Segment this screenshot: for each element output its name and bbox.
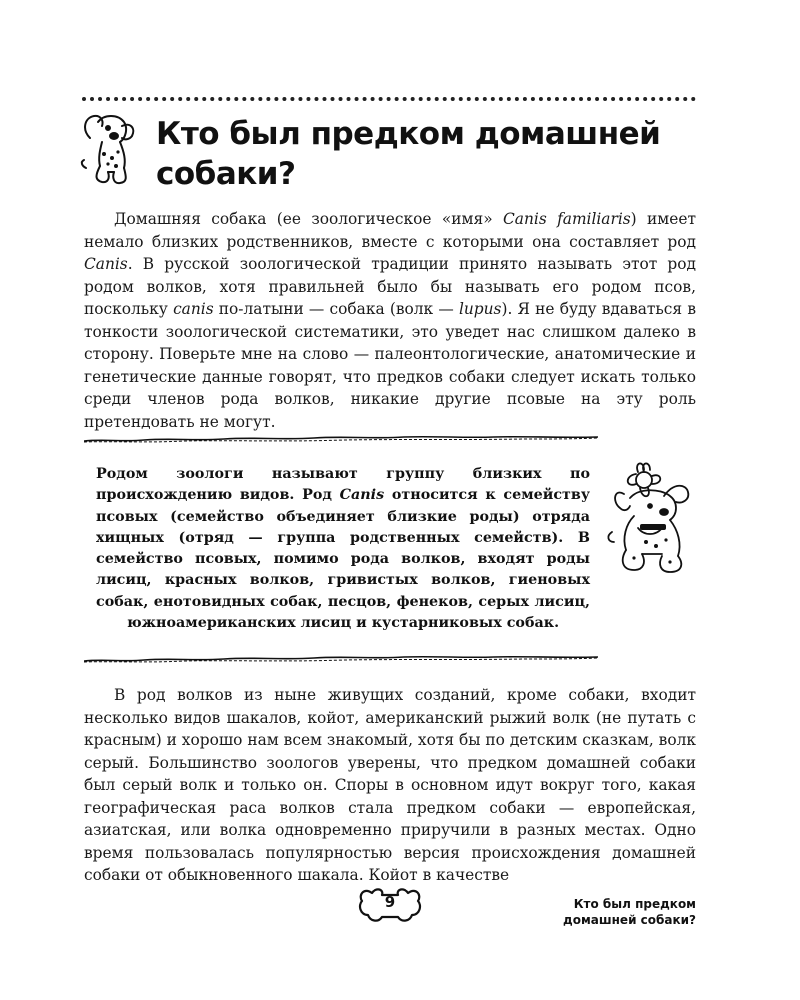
dog-with-flower-icon [604,458,696,576]
body-paragraph-1 [84,208,696,433]
dog-icon [78,108,140,188]
running-footer [520,896,696,928]
body-paragraph-2 [84,684,696,887]
body-paragraph-2-text: В род волков из ныне живущих созданий, кроме собаки, входит несколько видов шакалов, койот, американский рыжий волк (не путать с красным) и хорошо нам всем знакомый, хотя бы по детским сказкам, волк серый. Большинство зоологов уверены, что предком домашней собаки был серый волк и только он. Споры в основном идут вокруг того, какая географическая раса волков стала предком собаки — европейская, азиатская, или волка одновременно приручили в разных местах. Одно время пользовалась популярностью версия происхождения домашней собаки от обыкновенного шакала. Койот в качестве [84,686,696,884]
wavy-divider-bottom [84,652,598,664]
chapter-title: Кто был предком домашней собаки? [156,116,661,192]
dotted-divider [82,97,696,101]
page-number: 9 [384,893,396,911]
body-paragraph-1-text: Домашняя собака (ее зоологическое «имя» Canis familiaris) имеет немало близких родственников, вместе с которыми она составляет род Canis. В русской зоологической традиции принято называть этот род родом волков, хотя правильней было бы называть его родом псов, поскольку canis по-латыни — собака (волк — lupus). Я не буду вдаваться в тонкости зоологической систематики, это уведет нас слишком далеко в сторону. Поверьте мне на слово — палеонтологические, анатомические и генетические данные говорят, что предков собаки следует искать только среди членов рода волков, никакие другие псовые на эту роль претендовать не могут. [84,210,696,431]
callout-note [96,464,590,634]
callout-text: Родом зоологи называют группу близких по происхождению видов. Род Canis относится к семейству псовых (семейство объединяет близкие роды) отряда хищных (отряд — группа родственных семейств). В семейство псовых, помимо рода волков, входят роды лисиц, красных волков, гривистых волков, гиеновых собак, енотовидных собак, песцов, фенеков, серых лисиц, южноамериканских лисиц и кустарниковых собак. [96,466,590,632]
wavy-divider-top [84,432,598,444]
running-footer-line-1: Кто был предком [573,897,696,911]
running-footer-line-2: домашней собаки? [563,913,696,927]
